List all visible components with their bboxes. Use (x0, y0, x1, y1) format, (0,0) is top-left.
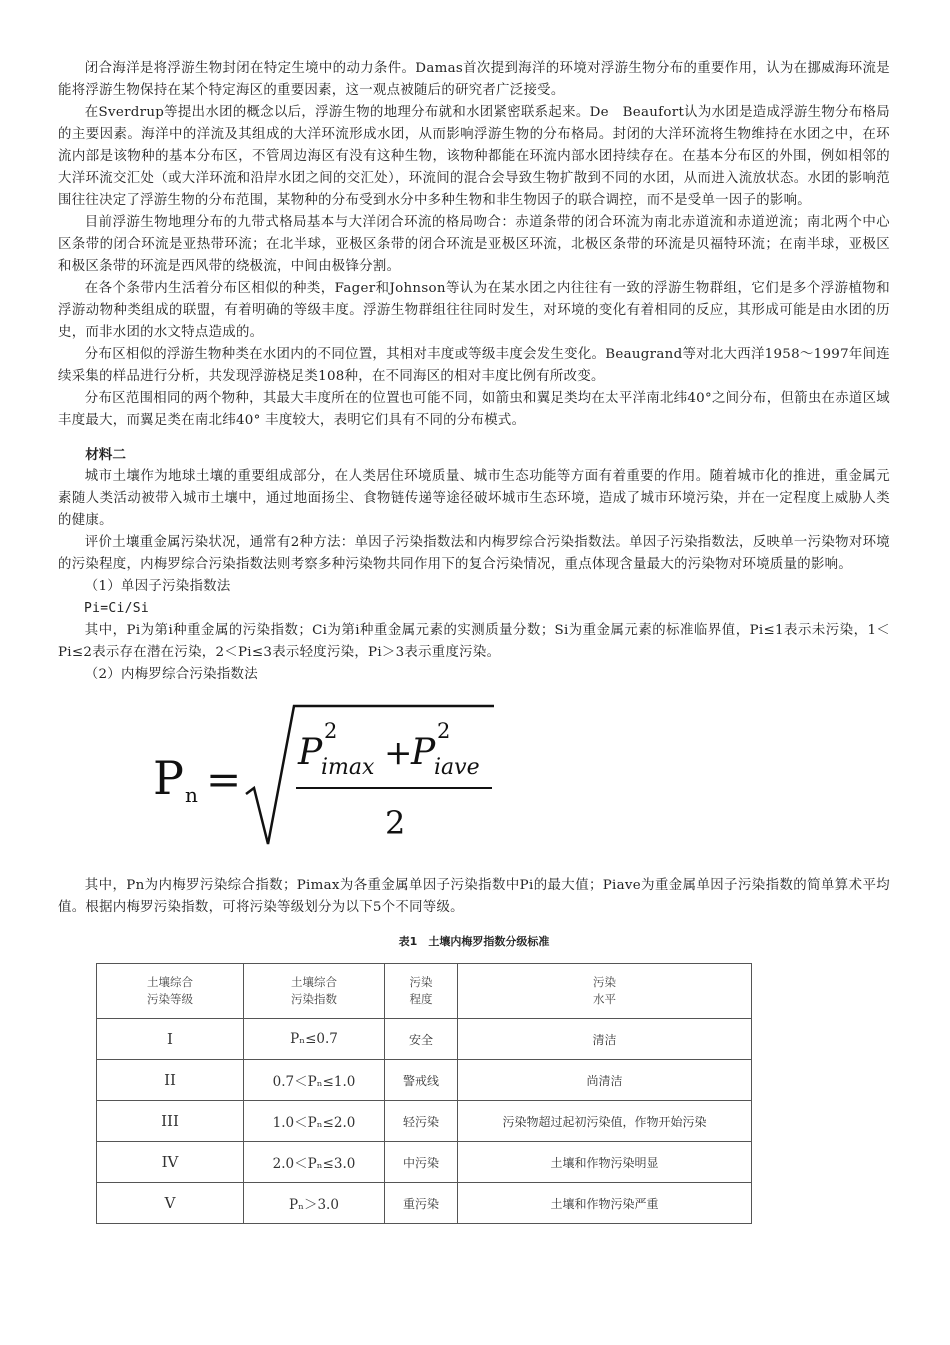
formula-single-factor: Pi=Ci/Si (84, 601, 150, 616)
grade-cell: IV (97, 1142, 244, 1183)
header-line: 污染指数 (291, 992, 337, 1006)
formula-num-a: P (298, 732, 323, 773)
index-cell: 1.0＜Pₙ≤2.0 (244, 1101, 385, 1142)
table-title: 表1 土壤内梅罗指数分级标准 (398, 935, 550, 948)
table-header-row (97, 964, 752, 1019)
grade-cell: I (97, 1019, 244, 1060)
header-cell (458, 964, 752, 1019)
paragraph: 其中，Pi为第i种重金属的污染指数；Ci为第i种重金属元素的实测质量分数；Si为重金属元素的标准临界值，Pi≤1表示未污染，1＜Pi≤2表示存在潜在污染，2＜Pi≤3表示轻度污染，Pi＞3表示重度污染。 (58, 623, 890, 660)
degree-cell: 中污染 (385, 1142, 458, 1183)
header-line: 土壤综合 (291, 975, 337, 989)
grade-cell: II (97, 1060, 244, 1101)
paragraph: 其中，Pn为内梅罗污染综合指数；Pimax为各重金属单因子污染指数中Pi的最大值；Piave为重金属单因子污染指数的简单算术平均值。根据内梅罗污染指数，可将污染等级划分为以下5个不同等级。 (58, 878, 890, 915)
table-row (97, 1142, 752, 1183)
header-line: 污染 (409, 975, 433, 989)
formula-plus: + (384, 733, 413, 773)
formula-lhs-sub: n (185, 783, 198, 807)
paragraph: 在Sverdrup等提出水团的概念以后，浮游生物的地理分布就和水团紧密联系起来。De Beaufort认为水团是造成浮游生物分布格局的主要因素。海洋中的洋流及其组成的大洋环流形成水团，从而影响浮游生物的分布格局。封闭的大洋环流将生物维持在水团之中，在环流内部是该物种的基本分布区，不管周边海区有没有这种生物，该物种都能在环流内部水团持续存在。在基本分布区的外围，例如相邻的大洋环流交汇处（或大洋环流和沿岸水团之间的交汇处），环流间的混合会导致生物扩散到不同的水团，从而进入流放状态。水团的影响范围往往决定了浮游生物的分布范围，某物种的分布受到水分中多种生物和非生物因子的联合调控，而不是受单一因子的影响。 (58, 105, 890, 208)
document-page (58, 58, 890, 1224)
paragraph: 评价土壤重金属污染状况，通常有2种方法：单因子污染指数法和内梅罗综合污染指数法。单因子污染指数法，反映单一污染物对环境的污染程度，内梅罗综合污染指数法则考察多种污染物共同作用下的复合污染情况，重点体现含量最大的污染物对环境质量的影响。 (58, 535, 890, 572)
paragraph: 分布区范围相同的两个物种，其最大丰度所在的位置也可能不同，如箭虫和翼足类均在太平洋南北纬40°之间分布，但箭虫在赤道区域丰度最大，而翼足类在南北纬40° 丰度较大，表明它们具有不同的分布模式。 (58, 391, 890, 428)
material2-section (58, 444, 890, 919)
level-cell: 尚清洁 (458, 1060, 752, 1101)
level-cell: 清洁 (458, 1019, 752, 1060)
index-cell: 2.0＜Pₙ≤3.0 (244, 1142, 385, 1183)
degree-cell: 重污染 (385, 1183, 458, 1224)
nemerow-formula (58, 694, 890, 869)
index-cell: 0.7＜Pₙ≤1.0 (244, 1060, 385, 1101)
table-row (97, 1060, 752, 1101)
degree-cell: 安全 (385, 1019, 458, 1060)
nemerow-formula-graphic (128, 694, 548, 864)
level-cell: 土壤和作物污染严重 (458, 1183, 752, 1224)
grading-table (96, 963, 752, 1224)
formula-num-a-sup: 2 (324, 719, 338, 743)
formula-denominator: 2 (385, 804, 406, 842)
formula-num-b: P (411, 732, 436, 773)
formula-num-b-sup: 2 (437, 719, 451, 743)
formula-num-a-sub: imax (321, 755, 375, 780)
header-line: 土壤综合 (147, 975, 193, 989)
method2-title: （2）内梅罗综合污染指数法 (84, 667, 258, 682)
header-cell (385, 964, 458, 1019)
table-row (97, 1019, 752, 1060)
method1-title: （1）单因子污染指数法 (84, 579, 231, 594)
degree-cell: 轻污染 (385, 1101, 458, 1142)
formula-num-b-sub: iave (434, 755, 480, 780)
header-line: 污染等级 (147, 992, 193, 1006)
paragraph: 城市土壤作为地球土壤的重要组成部分，在人类居住环境质量、城市生态功能等方面有着重要的作用。随着城市化的推进，重金属元素随人类活动被带入城市土壤中，通过地面扬尘、食物链传递等途径破坏城市生态环境，造成了城市环境污染，并在一定程度上威胁人类的健康。 (58, 469, 890, 528)
grade-cell: III (97, 1101, 244, 1142)
material1-section (58, 58, 890, 432)
table-row (97, 1183, 752, 1224)
index-cell: Pₙ≤0.7 (244, 1019, 385, 1060)
formula-lhs: P (153, 751, 184, 805)
index-cell: Pₙ＞3.0 (244, 1183, 385, 1224)
paragraph: 闭合海洋是将浮游生物封闭在特定生境中的动力条件。Damas首次提到海洋的环境对浮游生物分布的重要作用，认为在挪威海环流是能将浮游生物保持在某个特定海区的重要因素，这一观点被随后的研究者广泛接受。 (58, 61, 890, 98)
level-cell: 污染物超过起初污染值，作物开始污染 (458, 1101, 752, 1142)
header-cell (244, 964, 385, 1019)
table-row (97, 1101, 752, 1142)
header-cell (97, 964, 244, 1019)
paragraph: 在各个条带内生活着分布区相似的种类，Fager和Johnson等认为在某水团之内往往有一致的浮游生物群组，它们是多个浮游植物和浮游动物种类组成的联盟，有着明确的等级丰度。浮游生物群组往往同时发生，对环境的变化有着相同的反应，其形成可能是由水团的历史，而非水团的水文特点造成的。 (58, 281, 890, 340)
paragraph: 目前浮游生物地理分布的九带式格局基本与大洋闭合环流的格局吻合：赤道条带的闭合环流为南北赤道流和赤道逆流；南北两个中心区条带的闭合环流是亚热带环流；在北半球，亚极区条带的闭合环流是亚极区环流，北极区条带的环流是贝福特环流；在南半球，亚极区和极区条带的环流是西风带的绕极流，中间由极锋分割。 (58, 215, 890, 274)
level-cell: 土壤和作物污染明显 (458, 1142, 752, 1183)
grade-cell: V (97, 1183, 244, 1224)
header-line: 污染 (593, 975, 616, 989)
section-heading: 材料二 (85, 447, 126, 463)
formula-equals: = (206, 755, 242, 804)
header-line: 程度 (409, 992, 433, 1006)
paragraph: 分布区相似的浮游生物种类在水团内的不同位置，其相对丰度或等级丰度会发生变化。Beaugrand等对北大西洋1958～1997年间连续采集的样品进行分析，共发现浮游桡足类108种，在不同海区的相对丰度比例有所改变。 (58, 347, 890, 384)
header-line: 水平 (593, 992, 616, 1006)
degree-cell: 警戒线 (385, 1060, 458, 1101)
